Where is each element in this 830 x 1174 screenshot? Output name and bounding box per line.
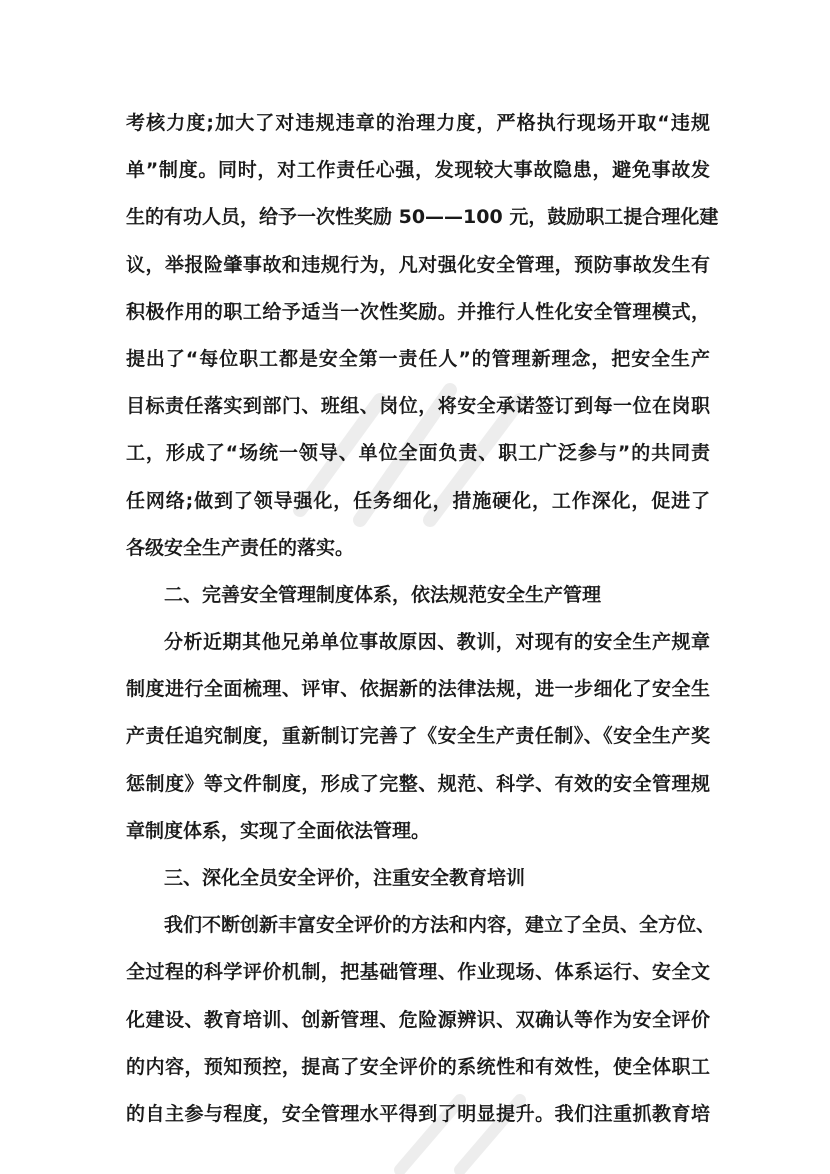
text-line: 分析近期其他兄弟单位事故原因、教训，对现有的安全生产规章 [164,631,710,654]
text-line: 的自主参与程度，安全管理水平得到了明显提升。我们注重抓教育培 [126,1102,710,1125]
text-line: 制度进行全面梳理、评审、依据新的法律法规，进一步细化了安全生 [126,678,710,701]
section-heading-3: 三、深化全员安全评价，注重安全教育培训 [164,867,526,889]
text-line: 议，举报险肇事故和违规行为，凡对强化安全管理，预防事故发生有 [126,253,710,276]
text-line: 各级安全生产责任的落实。 [126,536,355,559]
text-line: 的内容，预知预控，提高了安全评价的系统性和有效性，使全体职工 [126,1055,710,1078]
text-line: 我们不断创新丰富安全评价的方法和内容，建立了全员、全方位、 [164,914,716,937]
section-heading-2: 二、完善安全管理制度体系，依法规范安全生产管理 [164,583,602,606]
text-line: 生的有功人员，给予一次性奖励 50——100 元，鼓励职工提合理化建 [126,206,719,229]
text-line: 全过程的科学评价机制，把基础管理、作业现场、体系运行、安全文 [126,961,710,984]
text-line: 章制度体系，实现了全面依法管理。 [126,819,431,842]
text-line: 产责任追究制度，重新制订完善了《安全生产责任制》、《安全生产奖 [126,725,710,748]
text-line: 考核力度;加大了对违规违章的治理力度，严格执行现场开取“违规 [126,112,710,134]
text-line: 工，形成了“场统一领导、单位全面负责、职工广泛参与”的共同责 [126,442,710,465]
text-line: 惩制度》等文件制度，形成了完整、规范、科学、有效的安全管理规 [126,772,710,795]
text-line: 提出了“每位职工都是安全第一责任人”的管理新理念，把安全生产 [126,347,710,370]
text-line: 积极作用的职工给予适当一次性奖励。并推行人性化安全管理模式， [126,300,710,323]
text-line: 任网络;做到了领导强化，任务细化，措施硬化，工作深化，促进了 [126,489,710,512]
text-line: 单”制度。同时，对工作责任心强，发现较大事故隐患，避免事故发 [126,159,710,182]
document-body [126,100,719,1138]
text-line: 目标责任落实到部门、班组、岗位，将安全承诺签订到每一位在岗职 [126,395,710,418]
text-line: 化建设、教育培训、创新管理、危险源辨识、双确认等作为安全评价 [126,1008,710,1031]
